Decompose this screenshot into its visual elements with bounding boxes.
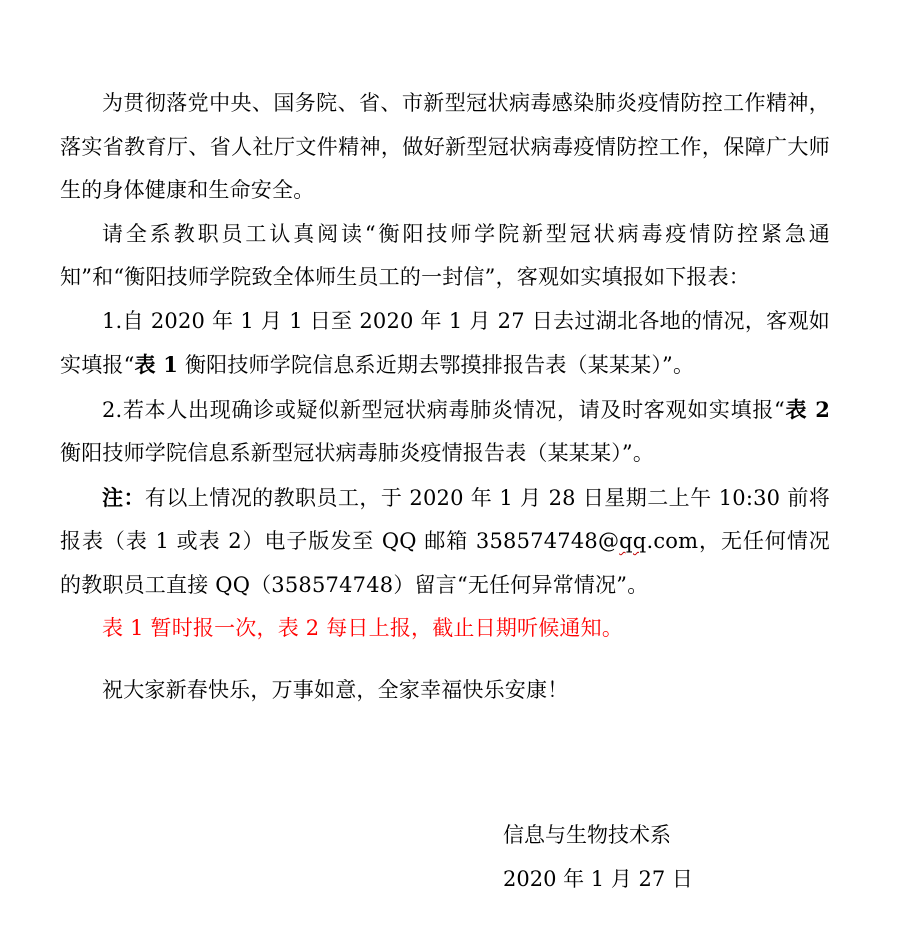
intro-paragraph: 为贯彻落党中央、国务院、省、市新型冠状病毒感染肺炎疫情防控工作精神，落实省教育厅、省人社厅文件精神，做好新型冠状病毒疫情防控工作，保障广大师生的身体健康和生命安全。 [60,91,830,202]
item-1-paragraph [60,300,830,388]
red-notice-paragraph: 表 1 暂时报一次，表 2 每日上报，截止日期听候通知。 [102,616,624,640]
item-1-prefix: 1.自 2020 年 1 月 1 日至 2020 年 1 月 27 日去过湖北各地的情况，客观如实填报“ [60,308,830,377]
signature-department: 信息与生物技术系 [503,823,671,847]
item-2-prefix: 2.若本人出现确诊或疑似新型冠状病毒肺炎情况，请及时客观如实填报“ [102,397,785,422]
item-1-table-label: 表 1 [134,352,179,377]
paragraph-spacer [60,651,830,669]
spellcheck-flagged-word: qq [619,529,647,553]
item-2-table-label: 表 2 [784,396,831,422]
item-2-suffix: 衡阳技师学院信息系新型冠状病毒肺炎疫情报告表（某某某）”。 [60,441,655,465]
item-1-suffix: 衡阳技师学院信息系近期去鄂摸排报告表（某某某）”。 [178,353,695,377]
greeting-paragraph: 祝大家新春快乐，万事如意，全家幸福快乐安康！ [102,677,569,702]
note-text-after-email: .com，无任何情况的教职员工直接 QQ（358574748）留言“无任何异常情况”。 [60,529,830,597]
note-paragraph [60,476,830,608]
signature-date: 2020 年 1 月 27 日 [503,866,693,891]
note-label: 注： [102,484,145,510]
document-body [60,82,830,712]
item-2-paragraph [60,388,830,476]
note-text-before-email: 有以上情况的教职员工，于 2020 年 1 月 28 日星期二上午 10:30 前将报表（表 1 或表 2）电子版发至 QQ 邮箱 358574748@ [60,485,830,553]
signature-block [503,814,693,901]
request-paragraph: 请全系教职员工认真阅读“衡阳技师学院新型冠状病毒疫情防控紧急通知”和“衡阳技师学院致全体师生员工的一封信”，客观如实填报如下报表： [60,221,830,289]
